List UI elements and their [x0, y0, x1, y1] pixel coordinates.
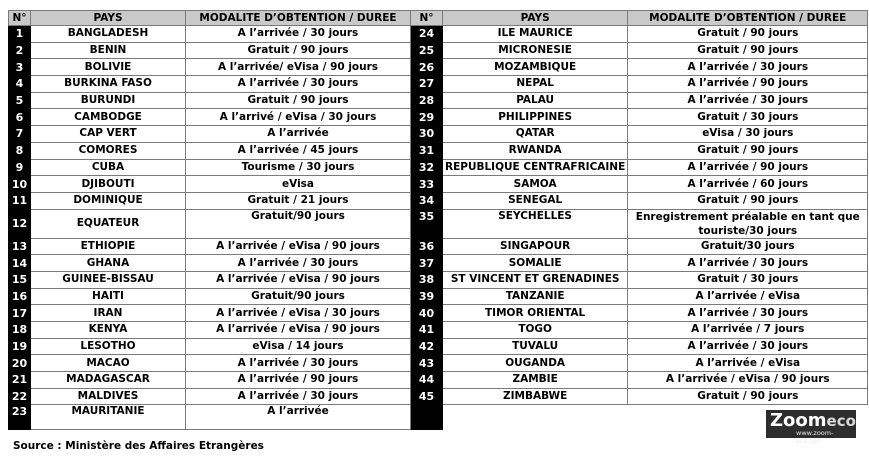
visa-modality: A l’arrivée / eVisa [628, 288, 868, 305]
country-name: BANGLADESH [31, 26, 186, 43]
row-number: 1 [9, 26, 31, 43]
row-number: 28 [411, 92, 443, 109]
visa-modality: A l’arrivée / 30 jours [628, 255, 868, 272]
visa-modality: A l’arrivée / 7 jours [628, 322, 868, 339]
row-number: 32 [411, 159, 443, 176]
country-name: IRAN [31, 305, 186, 322]
table-row [9, 109, 868, 126]
visa-modality: A l’arrivée / 90 jours [628, 76, 868, 93]
country-name: MACAO [31, 355, 186, 372]
country-name: GUINEE-BISSAU [31, 271, 186, 288]
table-row [9, 42, 868, 59]
visa-modality: Gratuit / 90 jours [628, 26, 868, 43]
header-modality-left: MODALITE D’OBTENTION / DUREE [186, 11, 411, 26]
country-name: BURKINA FASO [31, 76, 186, 93]
table-row [9, 255, 868, 272]
row-number: 4 [9, 76, 31, 93]
row-number: 9 [9, 159, 31, 176]
country-name: SOMALIE [443, 255, 628, 272]
visa-modality: Enregistrement préalable en tant que touriste/30 jours [628, 209, 868, 238]
row-number: 5 [9, 92, 31, 109]
country-name: EQUATEUR [31, 209, 186, 238]
visa-modality: A l’arrivée / 45 jours [186, 142, 411, 159]
country-name: TIMOR ORIENTAL [443, 305, 628, 322]
table-row [9, 288, 868, 305]
row-number-empty [411, 405, 443, 430]
country-name: NEPAL [443, 76, 628, 93]
row-number: 45 [411, 388, 443, 405]
country-name: LESOTHO [31, 338, 186, 355]
table-row [9, 305, 868, 322]
logo-url: www.zoom-eco.net [796, 429, 834, 445]
visa-modality: A l’arrivée / 30 jours [186, 26, 411, 43]
row-number: 2 [9, 42, 31, 59]
row-number: 37 [411, 255, 443, 272]
row-number: 18 [9, 322, 31, 339]
visa-modality: A l’arrivée / 90 jours [628, 159, 868, 176]
visa-modality: Gratuit / 90 jours [628, 142, 868, 159]
table-row [9, 338, 868, 355]
table-row [9, 322, 868, 339]
row-number: 27 [411, 76, 443, 93]
country-name: ZIMBABWE [443, 388, 628, 405]
country-name: MICRONESIE [443, 42, 628, 59]
visa-modality: A l’arrivée/ eVisa / 90 jours [186, 59, 411, 76]
visa-modality: Tourisme / 30 jours [186, 159, 411, 176]
country-name: HAITI [31, 288, 186, 305]
row-number: 30 [411, 126, 443, 143]
row-number: 12 [9, 209, 31, 238]
visa-modality: Gratuit / 21 jours [186, 192, 411, 209]
row-number: 13 [9, 238, 31, 255]
country-name: COMORES [31, 142, 186, 159]
row-number: 7 [9, 126, 31, 143]
country-name: MALDIVES [31, 388, 186, 405]
logo-brand-highlight: eco [826, 412, 856, 430]
visa-modality: eVisa / 14 jours [186, 338, 411, 355]
row-number: 11 [9, 192, 31, 209]
row-number: 40 [411, 305, 443, 322]
row-number: 16 [9, 288, 31, 305]
table-row [9, 26, 868, 43]
header-modality-right: MODALITE D’OBTENTION / DUREE [628, 11, 868, 26]
visa-modality: A l’arrivée / 60 jours [628, 176, 868, 193]
country-name: KENYA [31, 322, 186, 339]
country-name: BURUNDI [31, 92, 186, 109]
country-name: CAP VERT [31, 126, 186, 143]
country-name: ZAMBIE [443, 372, 628, 389]
row-number: 22 [9, 388, 31, 405]
country-name: CUBA [31, 159, 186, 176]
table-row [9, 176, 868, 193]
visa-modality: A l’arrivée [186, 126, 411, 143]
row-number: 38 [411, 271, 443, 288]
row-number: 35 [411, 209, 443, 238]
row-number: 33 [411, 176, 443, 193]
row-number: 31 [411, 142, 443, 159]
visa-modality: A l’arrivée / 30 jours [628, 59, 868, 76]
row-number: 15 [9, 271, 31, 288]
row-number: 39 [411, 288, 443, 305]
country-name: SEYCHELLES [443, 209, 628, 238]
row-number: 3 [9, 59, 31, 76]
country-name: GHANA [31, 255, 186, 272]
visa-modality: A l’arrivée / 30 jours [628, 305, 868, 322]
visa-modality: A l’arrivée / eVisa / 90 jours [186, 238, 411, 255]
country-name: QATAR [443, 126, 628, 143]
row-number: 20 [9, 355, 31, 372]
country-name: CAMBODGE [31, 109, 186, 126]
visa-modality: A l’arrivée / 30 jours [186, 355, 411, 372]
visa-modality: A l’arrivée / 30 jours [628, 92, 868, 109]
visa-modality: Gratuit / 30 jours [628, 271, 868, 288]
visa-modality: Gratuit / 90 jours [186, 42, 411, 59]
visa-modality: A l’arrivée / eVisa / 90 jours [186, 271, 411, 288]
country-name: BENIN [31, 42, 186, 59]
row-number: 14 [9, 255, 31, 272]
visa-modality: Gratuit/30 jours [628, 238, 868, 255]
visa-modality: A l’arrivée [186, 405, 411, 430]
visa-modality: A l’arrivée / eVisa [628, 355, 868, 372]
country-name: DJIBOUTI [31, 176, 186, 193]
country-name: ETHIOPIE [31, 238, 186, 255]
visa-modality: A l’arrivée / 30 jours [186, 388, 411, 405]
visa-modality: A l’arrivée / 30 jours [186, 255, 411, 272]
row-number: 8 [9, 142, 31, 159]
country-name: REPUBLIQUE CENTRAFRICAINE [443, 159, 628, 176]
visa-modality: Gratuit / 90 jours [628, 42, 868, 59]
row-number: 21 [9, 372, 31, 389]
country-name: TUVALU [443, 338, 628, 355]
visa-modality: Gratuit / 90 jours [628, 388, 868, 405]
table-row [9, 59, 868, 76]
table-header-row [9, 11, 868, 26]
visa-modality: A l’arrivée / eVisa / 90 jours [186, 322, 411, 339]
visa-table [8, 10, 868, 430]
country-name: ILE MAURICE [443, 26, 628, 43]
row-number: 26 [411, 59, 443, 76]
visa-modality: Gratuit / 90 jours [186, 92, 411, 109]
logo-brand-main: Zoom [770, 410, 827, 431]
row-number: 25 [411, 42, 443, 59]
visa-modality: eVisa / 30 jours [628, 126, 868, 143]
zoomeco-logo [766, 410, 856, 445]
visa-modality: A l’arrivée / 30 jours [186, 76, 411, 93]
table-row [9, 271, 868, 288]
visa-modality: A l’arrivée / eVisa / 90 jours [628, 372, 868, 389]
row-number: 17 [9, 305, 31, 322]
country-name: MAURITANIE [31, 405, 186, 430]
row-number: 43 [411, 355, 443, 372]
table-row [9, 76, 868, 93]
row-number: 24 [411, 26, 443, 43]
visa-modality: Gratuit/90 jours [186, 288, 411, 305]
table-row [9, 388, 868, 405]
row-number: 19 [9, 338, 31, 355]
table-row [9, 126, 868, 143]
row-number: 6 [9, 109, 31, 126]
source-note: Source : Ministère des Affaires Etrangères [13, 440, 264, 452]
table-row [9, 372, 868, 389]
country-name: SINGAPOUR [443, 238, 628, 255]
country-name: RWANDA [443, 142, 628, 159]
country-name: ST VINCENT ET GRENADINES [443, 271, 628, 288]
header-country-right: PAYS [443, 11, 628, 26]
table-row [9, 238, 868, 255]
country-name: OUGANDA [443, 355, 628, 372]
visa-modality: eVisa [186, 176, 411, 193]
row-number: 34 [411, 192, 443, 209]
table-row [9, 355, 868, 372]
table-row [9, 209, 868, 238]
country-name: PHILIPPINES [443, 109, 628, 126]
table-row [9, 92, 868, 109]
country-name: DOMINIQUE [31, 192, 186, 209]
visa-modality: Gratuit / 30 jours [628, 109, 868, 126]
visa-modality: A l’arrivée / 90 jours [186, 372, 411, 389]
header-num-right: N° [411, 11, 443, 26]
header-num-left: N° [9, 11, 31, 26]
table-body [9, 26, 868, 430]
header-country-left: PAYS [31, 11, 186, 26]
table-row [9, 142, 868, 159]
table-row [9, 192, 868, 209]
visa-modality: Gratuit/90 jours [186, 209, 411, 238]
country-name: SENEGAL [443, 192, 628, 209]
row-number: 10 [9, 176, 31, 193]
visa-modality: A l’arrivée / eVisa / 30 jours [186, 305, 411, 322]
country-name: TANZANIE [443, 288, 628, 305]
table-row [9, 405, 868, 430]
country-name: SAMOA [443, 176, 628, 193]
row-number: 41 [411, 322, 443, 339]
visa-modality: A l’arrivé / eVisa / 30 jours [186, 109, 411, 126]
visa-modality: A l’arrivée / 30 jours [628, 338, 868, 355]
row-number: 44 [411, 372, 443, 389]
country-name: TOGO [443, 322, 628, 339]
country-name: BOLIVIE [31, 59, 186, 76]
table-row [9, 159, 868, 176]
country-name: MOZAMBIQUE [443, 59, 628, 76]
country-name: PALAU [443, 92, 628, 109]
visa-modality: Gratuit / 90 jours [628, 192, 868, 209]
row-number: 42 [411, 338, 443, 355]
row-number: 29 [411, 109, 443, 126]
row-number: 23 [9, 405, 31, 430]
row-number: 36 [411, 238, 443, 255]
country-name: MADAGASCAR [31, 372, 186, 389]
